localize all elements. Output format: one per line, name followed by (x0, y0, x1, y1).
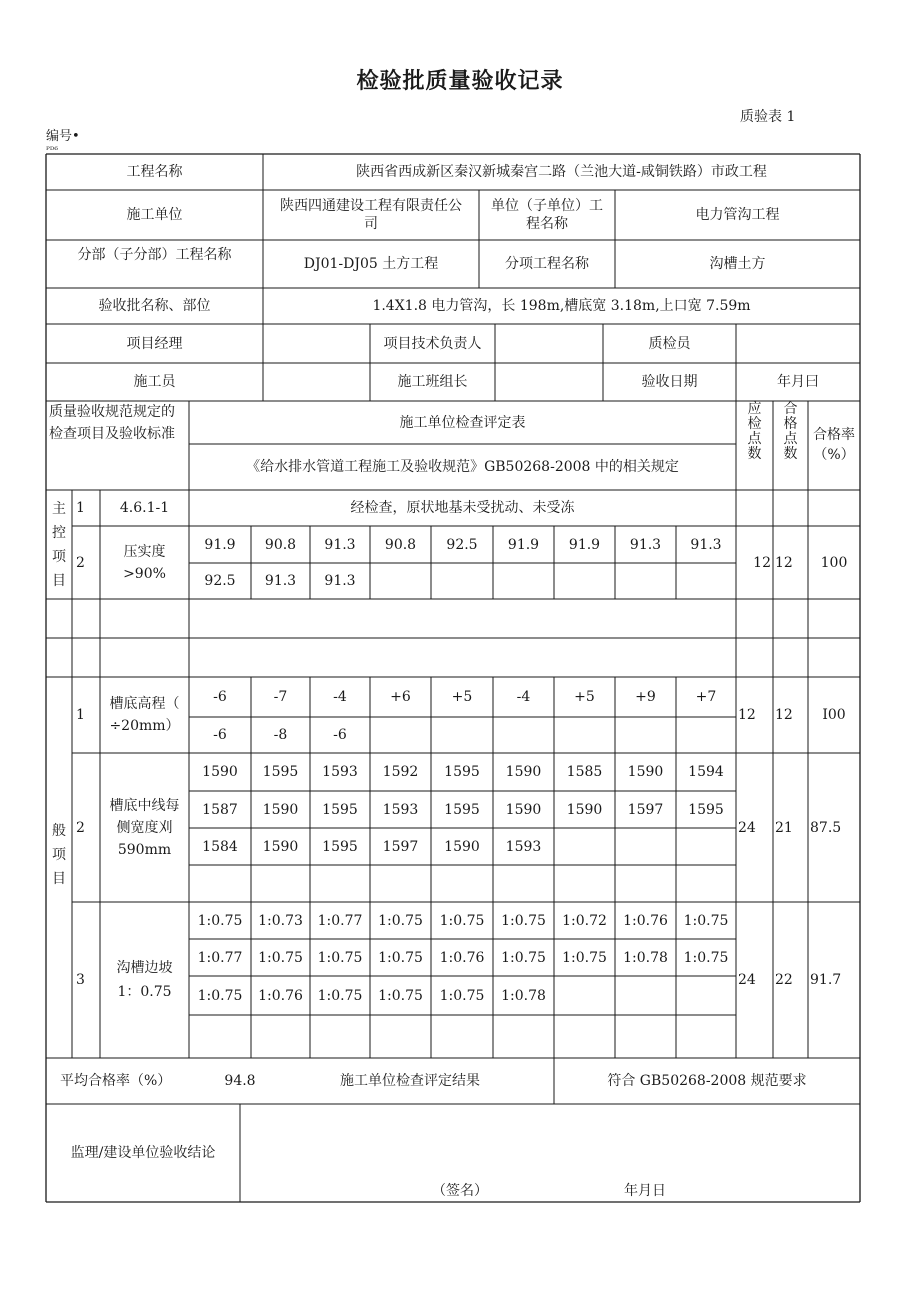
compaction-value-cell: 91.9 (204, 536, 236, 553)
general-item-1-should: 12 (738, 707, 756, 723)
slope-value-cell: 1:0.77 (197, 949, 243, 966)
slope-value-cell: 1:0.75 (683, 912, 729, 929)
unit-value: 电力管沟工程 (695, 207, 780, 223)
width-value-cell: 1593 (322, 764, 358, 780)
general-item-3-no: 3 (76, 972, 85, 988)
should-check-points-header: 应 检 点 数 (747, 401, 762, 462)
elevation-value-cell: -6 (213, 689, 227, 705)
worker-label: 施工员 (133, 374, 176, 390)
contractor-value: 陕西四通建设工程有限责任公 司 (280, 198, 462, 232)
main-item-2-rate: 100 (820, 554, 848, 571)
general-item-1-no: 1 (76, 707, 85, 723)
general-item-3-name: 沟槽边坡 1：0.75 (116, 960, 173, 1000)
slope-value-cell: 1:0.75 (197, 987, 243, 1004)
tech-lead-value (495, 324, 603, 363)
slope-value-cell: 1:0.76 (623, 912, 668, 929)
project-name-value: 陕西省西成新区秦汉新城秦宫二路（兰池大道-咸铜铁路）市政工程 (356, 164, 767, 180)
compaction-value-cell: 91.3 (264, 573, 297, 589)
slope-value-cell: 1:0.75 (317, 987, 363, 1004)
slope-value-cell: 1:0.75 (258, 949, 303, 966)
supervision-conclusion-label: 监理/建设单位验收结论 (70, 1145, 216, 1161)
slope-value-cell: 1:0.75 (378, 912, 423, 929)
pm-label: 项目经理 (126, 335, 183, 352)
general-item-1-name: 槽底高程（ ÷20mm） (109, 696, 180, 734)
main-item-1-result: 经检查，原状地基未受扰动、未受冻 (350, 500, 575, 516)
batch-label: 验收批名称、部位 (98, 298, 211, 314)
elevation-value-cell: -6 (333, 727, 347, 743)
slope-value-cell: 1:0.75 (683, 949, 729, 966)
page-title: 检验批质量验收记录 (356, 69, 564, 94)
compaction-value-cell: 90.8 (384, 536, 417, 553)
main-item-2-pass: 12 (775, 554, 793, 571)
main-item-1-no: 1 (76, 500, 85, 516)
slope-value-cell: 1:0.76 (258, 987, 303, 1004)
main-item-2-no: 2 (76, 554, 85, 571)
width-value-cell: 1585 (566, 764, 603, 780)
pm-value (263, 324, 370, 363)
width-value-cell: 1590 (505, 764, 542, 780)
width-value-cell: 1594 (688, 764, 724, 780)
slope-value-cell: 1:0.75 (197, 912, 243, 929)
slope-value-cell: 1:0.75 (378, 987, 423, 1004)
qc-label: 质检员 (648, 335, 691, 352)
elevation-value-cell: -4 (516, 689, 531, 705)
worker-value (263, 363, 370, 401)
tech-lead-label: 项目技术负责人 (383, 335, 482, 352)
width-value-cell: 1595 (322, 801, 358, 818)
slope-value-cell: 1:0.75 (501, 912, 546, 929)
width-value-cell: 1595 (444, 801, 480, 818)
main-item-2-name: 压实度 >90% (123, 543, 166, 582)
project-name-label: 工程名称 (126, 164, 183, 180)
width-value-cell: 1595 (262, 764, 299, 780)
elevation-value-cell: -7 (273, 689, 288, 705)
slope-value-cell: 1:0.75 (562, 949, 607, 966)
eval-result-label: 施工单位检查评定结果 (340, 1073, 480, 1089)
main-item-2-should: 12 (753, 554, 771, 571)
width-value-cell: 1595 (322, 838, 358, 855)
slope-value-cell: 1:0.78 (501, 987, 546, 1004)
width-value-cell: 1590 (202, 764, 238, 780)
general-item-2-pass: 21 (775, 819, 793, 836)
slope-value-cell: 1:0.73 (258, 912, 303, 929)
width-value-cell: 1584 (202, 838, 238, 855)
acceptance-date-label: 验收日期 (641, 374, 698, 390)
elevation-value-cell: -6 (213, 727, 227, 743)
avg-pass-rate-value: 94.8 (224, 1073, 256, 1089)
slope-value-cell: 1:0.75 (439, 987, 485, 1004)
compaction-value-cell: 92.5 (446, 536, 478, 553)
slope-value-cell: 1:0.75 (378, 949, 423, 966)
main-item-1-code: 4.6.1-1 (119, 500, 170, 516)
general-section-label: 般 项 目 (52, 823, 66, 887)
unit-label: 单位（子单位）工 程名称 (491, 198, 603, 232)
contractor-label: 施工单位 (126, 207, 183, 223)
general-item-2-rate: 87.5 (810, 819, 842, 836)
division-label: 分部（子分部）工程名称 (77, 247, 232, 263)
spec-criteria-label: 质量验收规范规定的 检查项目及验收标准 (49, 404, 175, 442)
width-value-cell: 1587 (202, 801, 238, 818)
width-value-cell: 1590 (627, 764, 664, 780)
spec-standard: 《给水排水管道工程施工及验收规范》GB50268-2008 中的相关规定 (246, 459, 679, 475)
width-value-cell: 1590 (262, 838, 299, 855)
width-value-cell: 1597 (382, 838, 419, 855)
elevation-value-cell: +9 (635, 689, 656, 705)
slope-value-cell: 1:0.75 (439, 912, 485, 929)
general-item-3-pass: 22 (775, 972, 793, 988)
compaction-value-cell: 91.3 (629, 536, 662, 553)
compaction-value-cell: 91.3 (690, 536, 722, 553)
elevation-value-cell: +6 (390, 689, 411, 705)
elevation-value-cell: +7 (695, 689, 717, 705)
form-number: 质验表 1 (740, 109, 796, 125)
compaction-value-cell: 91.9 (507, 536, 540, 553)
subitem-value: 沟槽土方 (709, 256, 766, 272)
avg-pass-rate-label: 平均合格率（%） (60, 1073, 172, 1089)
signature-label: （签名） (432, 1183, 488, 1199)
width-value-cell: 1590 (505, 801, 542, 818)
width-value-cell: 1592 (382, 764, 419, 780)
compaction-value-cell: 91.3 (324, 573, 356, 589)
elevation-value-cell: -4 (333, 689, 347, 705)
pass-rate-header: 合格率 （%） (813, 427, 855, 463)
width-value-cell: 1593 (382, 801, 419, 818)
general-item-2-no: 2 (76, 819, 85, 836)
general-item-3-should: 24 (738, 972, 756, 988)
width-value-cell: 1593 (505, 838, 542, 855)
compaction-value-cell: 91.9 (568, 536, 601, 553)
width-value-cell: 1590 (444, 838, 480, 855)
elevation-value-cell: +5 (574, 689, 595, 705)
width-value-cell: 1597 (627, 801, 664, 818)
elevation-value-cell: +5 (451, 689, 473, 705)
team-leader-label: 施工班组长 (397, 374, 468, 390)
subitem-label: 分项工程名称 (505, 256, 589, 272)
general-item-2-should: 24 (738, 819, 756, 836)
slope-value-cell: 1:0.76 (439, 949, 485, 966)
serial-number-label: 编号• ᴾᴰ⁶ (46, 129, 80, 156)
width-value-cell: 1590 (566, 801, 603, 818)
acceptance-date-value: 年月曰 (777, 374, 819, 390)
slope-value-cell: 1:0.72 (562, 912, 607, 929)
eval-table-title: 施工单位检查评定表 (399, 414, 526, 431)
eval-result-value: 符合 GB50268-2008 规范要求 (607, 1073, 807, 1089)
team-leader-value (495, 363, 603, 401)
slope-value-cell: 1:0.75 (317, 949, 363, 966)
general-item-2-name: 槽底中线每 侧宽度刈 590mm (109, 797, 180, 858)
compaction-value-cell: 92.5 (204, 573, 236, 589)
width-value-cell: 1595 (444, 764, 480, 780)
width-value-cell: 1595 (688, 801, 724, 818)
slope-value-cell: 1:0.75 (501, 949, 546, 966)
batch-value: 1.4X1.8 电力管沟，长 198m,槽底宽 3.18m,上口宽 7.59m (372, 298, 751, 314)
signature-date: 年月日 (624, 1183, 666, 1199)
width-value-cell: 1590 (262, 801, 299, 818)
elevation-value-cell: -8 (273, 727, 288, 743)
general-item-1-pass: 12 (775, 707, 793, 723)
division-value: DJ01-DJ05 土方工程 (303, 256, 439, 272)
general-item-1-rate: I00 (822, 707, 846, 723)
main-control-section-label: 主 控 项 目 (52, 500, 66, 589)
slope-value-cell: 1:0.78 (623, 949, 668, 966)
passed-points-header: 合 格 点 数 (783, 401, 798, 462)
slope-value-cell: 1:0.77 (317, 912, 363, 929)
compaction-value-cell: 91.3 (324, 536, 356, 553)
qc-value (736, 324, 860, 363)
compaction-value-cell: 90.8 (264, 536, 297, 553)
general-item-3-rate: 91.7 (810, 972, 842, 988)
